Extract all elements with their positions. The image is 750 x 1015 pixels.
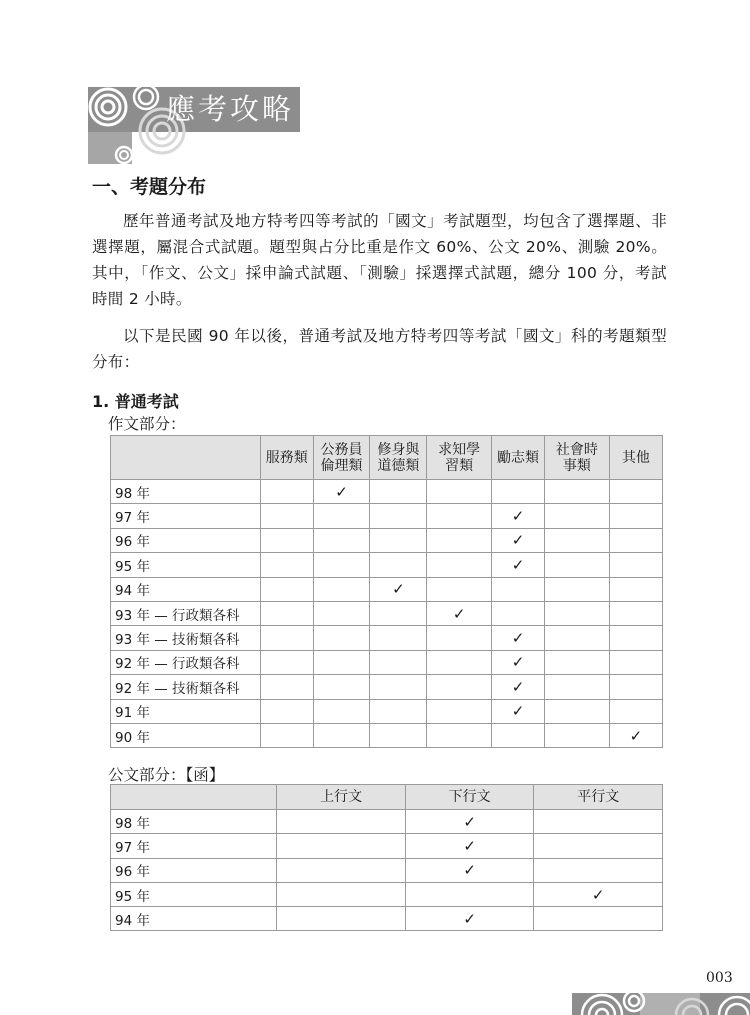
empty-cell: [277, 834, 406, 858]
empty-cell: [609, 553, 662, 577]
empty-cell: [545, 675, 610, 699]
row-year-cell: 98 年: [111, 480, 261, 504]
empty-cell: [260, 480, 313, 504]
empty-cell: [491, 480, 544, 504]
empty-cell: [370, 723, 427, 747]
check-mark-cell: ✓: [491, 528, 544, 552]
row-year-cell: 92 年 — 技術類各科: [111, 675, 261, 699]
empty-cell: [260, 626, 313, 650]
empty-cell: [260, 504, 313, 528]
check-mark-cell: ✓: [491, 553, 544, 577]
row-year-cell: 98 年: [111, 810, 277, 834]
page-number: 003: [706, 970, 733, 986]
table-row: [111, 553, 663, 577]
empty-cell: [427, 528, 492, 552]
empty-cell: [313, 699, 370, 723]
table-row: [111, 810, 663, 834]
check-mark-cell: ✓: [405, 834, 534, 858]
table-header: 服務類: [260, 436, 313, 480]
subsection-heading: 1. 普通考試: [92, 392, 179, 411]
official-table: [110, 784, 663, 931]
empty-cell: [534, 858, 663, 882]
table-row: [111, 675, 663, 699]
row-year-cell: 90 年: [111, 723, 261, 747]
check-mark-cell: ✓: [491, 675, 544, 699]
row-year-cell: 95 年: [111, 553, 261, 577]
table-header-empty: [111, 436, 261, 480]
table-row: [111, 882, 663, 906]
empty-cell: [313, 675, 370, 699]
empty-cell: [427, 577, 492, 601]
table-header: 勵志類: [491, 436, 544, 480]
empty-cell: [545, 650, 610, 674]
paragraph-text: 歷年普通考試及地方特考四等考試的「國文」考試題型，均包含了選擇題、非選擇題，屬混合式試題。題型與占分比重是作文 60%、公文 20%、測驗 20%。其中，「作文、公文」採申論式試題、「測驗」採選擇式試題，總分 100 分，考試時間 2 小時。: [92, 212, 667, 308]
empty-cell: [545, 504, 610, 528]
empty-cell: [405, 882, 534, 906]
empty-cell: [609, 528, 662, 552]
check-mark-cell: ✓: [491, 504, 544, 528]
empty-cell: [427, 480, 492, 504]
check-mark-cell: ✓: [370, 577, 427, 601]
corner-circles-decoration: [572, 989, 750, 1015]
empty-cell: [260, 723, 313, 747]
row-year-cell: 91 年: [111, 699, 261, 723]
empty-cell: [370, 480, 427, 504]
empty-cell: [545, 723, 610, 747]
row-year-cell: 93 年 — 技術類各科: [111, 626, 261, 650]
check-mark-cell: ✓: [534, 882, 663, 906]
empty-cell: [609, 675, 662, 699]
table-header: 公務員倫理類: [313, 436, 370, 480]
check-mark-cell: ✓: [313, 480, 370, 504]
empty-cell: [260, 601, 313, 625]
empty-cell: [427, 650, 492, 674]
empty-cell: [370, 553, 427, 577]
table-header: 平行文: [534, 785, 663, 810]
empty-cell: [313, 626, 370, 650]
official-label: 公文部分：【函】: [108, 766, 225, 784]
essay-table: [110, 435, 663, 748]
check-mark-cell: ✓: [491, 626, 544, 650]
empty-cell: [260, 650, 313, 674]
row-year-cell: 93 年 — 行政類各科: [111, 601, 261, 625]
empty-cell: [370, 626, 427, 650]
empty-cell: [277, 907, 406, 931]
empty-cell: [370, 601, 427, 625]
empty-cell: [609, 626, 662, 650]
empty-cell: [260, 675, 313, 699]
table-row: [111, 577, 663, 601]
check-mark-cell: ✓: [609, 723, 662, 747]
table-header-row: [111, 785, 663, 810]
check-mark-cell: ✓: [405, 810, 534, 834]
empty-cell: [313, 553, 370, 577]
empty-cell: [609, 650, 662, 674]
check-mark-cell: ✓: [491, 650, 544, 674]
empty-cell: [260, 553, 313, 577]
table-row: [111, 480, 663, 504]
table-header-empty: [111, 785, 277, 810]
row-year-cell: 94 年: [111, 577, 261, 601]
empty-cell: [545, 601, 610, 625]
empty-cell: [370, 650, 427, 674]
table-header: 下行文: [405, 785, 534, 810]
empty-cell: [545, 577, 610, 601]
empty-cell: [534, 834, 663, 858]
table-row: [111, 504, 663, 528]
empty-cell: [609, 601, 662, 625]
table-header: 其他: [609, 436, 662, 480]
empty-cell: [545, 553, 610, 577]
empty-cell: [609, 577, 662, 601]
table-row: [111, 650, 663, 674]
empty-cell: [609, 504, 662, 528]
empty-cell: [277, 810, 406, 834]
table-header: 求知學習類: [427, 436, 492, 480]
table-row: [111, 723, 663, 747]
empty-cell: [609, 699, 662, 723]
empty-cell: [313, 528, 370, 552]
banner-title: 應考攻略: [166, 92, 295, 126]
check-mark-cell: ✓: [405, 858, 534, 882]
empty-cell: [534, 907, 663, 931]
empty-cell: [427, 626, 492, 650]
empty-cell: [491, 601, 544, 625]
table-header: 修身與道德類: [370, 436, 427, 480]
empty-cell: [609, 480, 662, 504]
table-row: [111, 834, 663, 858]
table-header: 上行文: [277, 785, 406, 810]
empty-cell: [545, 626, 610, 650]
empty-cell: [313, 504, 370, 528]
table-row: [111, 907, 663, 931]
table-header: 社會時事類: [545, 436, 610, 480]
check-mark-cell: ✓: [491, 699, 544, 723]
paragraph-text: 以下是民國 90 年以後，普通考試及地方特考四等考試「國文」科的考題類型分布：: [92, 327, 667, 371]
empty-cell: [491, 577, 544, 601]
row-year-cell: 97 年: [111, 834, 277, 858]
empty-cell: [370, 675, 427, 699]
table-row: [111, 699, 663, 723]
row-year-cell: 95 年: [111, 882, 277, 906]
empty-cell: [545, 480, 610, 504]
empty-cell: [370, 699, 427, 723]
check-mark-cell: ✓: [427, 601, 492, 625]
check-mark-cell: ✓: [405, 907, 534, 931]
empty-cell: [370, 504, 427, 528]
section-banner: [88, 87, 300, 164]
section-heading: 一、考題分布: [92, 176, 207, 198]
empty-cell: [277, 882, 406, 906]
empty-cell: [427, 723, 492, 747]
empty-cell: [427, 553, 492, 577]
table-header-row: [111, 436, 663, 480]
empty-cell: [260, 699, 313, 723]
empty-cell: [491, 723, 544, 747]
empty-cell: [313, 723, 370, 747]
table-row: [111, 528, 663, 552]
table-row: [111, 601, 663, 625]
empty-cell: [427, 699, 492, 723]
essay-label: 作文部分：: [108, 415, 186, 433]
empty-cell: [545, 528, 610, 552]
empty-cell: [427, 675, 492, 699]
empty-cell: [313, 601, 370, 625]
table-row: [111, 858, 663, 882]
empty-cell: [370, 528, 427, 552]
empty-cell: [277, 858, 406, 882]
empty-cell: [427, 504, 492, 528]
row-year-cell: 97 年: [111, 504, 261, 528]
row-year-cell: 96 年: [111, 858, 277, 882]
row-year-cell: 94 年: [111, 907, 277, 931]
empty-cell: [545, 699, 610, 723]
row-year-cell: 96 年: [111, 528, 261, 552]
empty-cell: [313, 650, 370, 674]
empty-cell: [260, 528, 313, 552]
intro-paragraph: [92, 208, 667, 312]
table-row: [111, 626, 663, 650]
empty-cell: [260, 577, 313, 601]
empty-cell: [534, 810, 663, 834]
empty-cell: [313, 577, 370, 601]
distribution-paragraph: [92, 323, 667, 375]
row-year-cell: 92 年 — 行政類各科: [111, 650, 261, 674]
